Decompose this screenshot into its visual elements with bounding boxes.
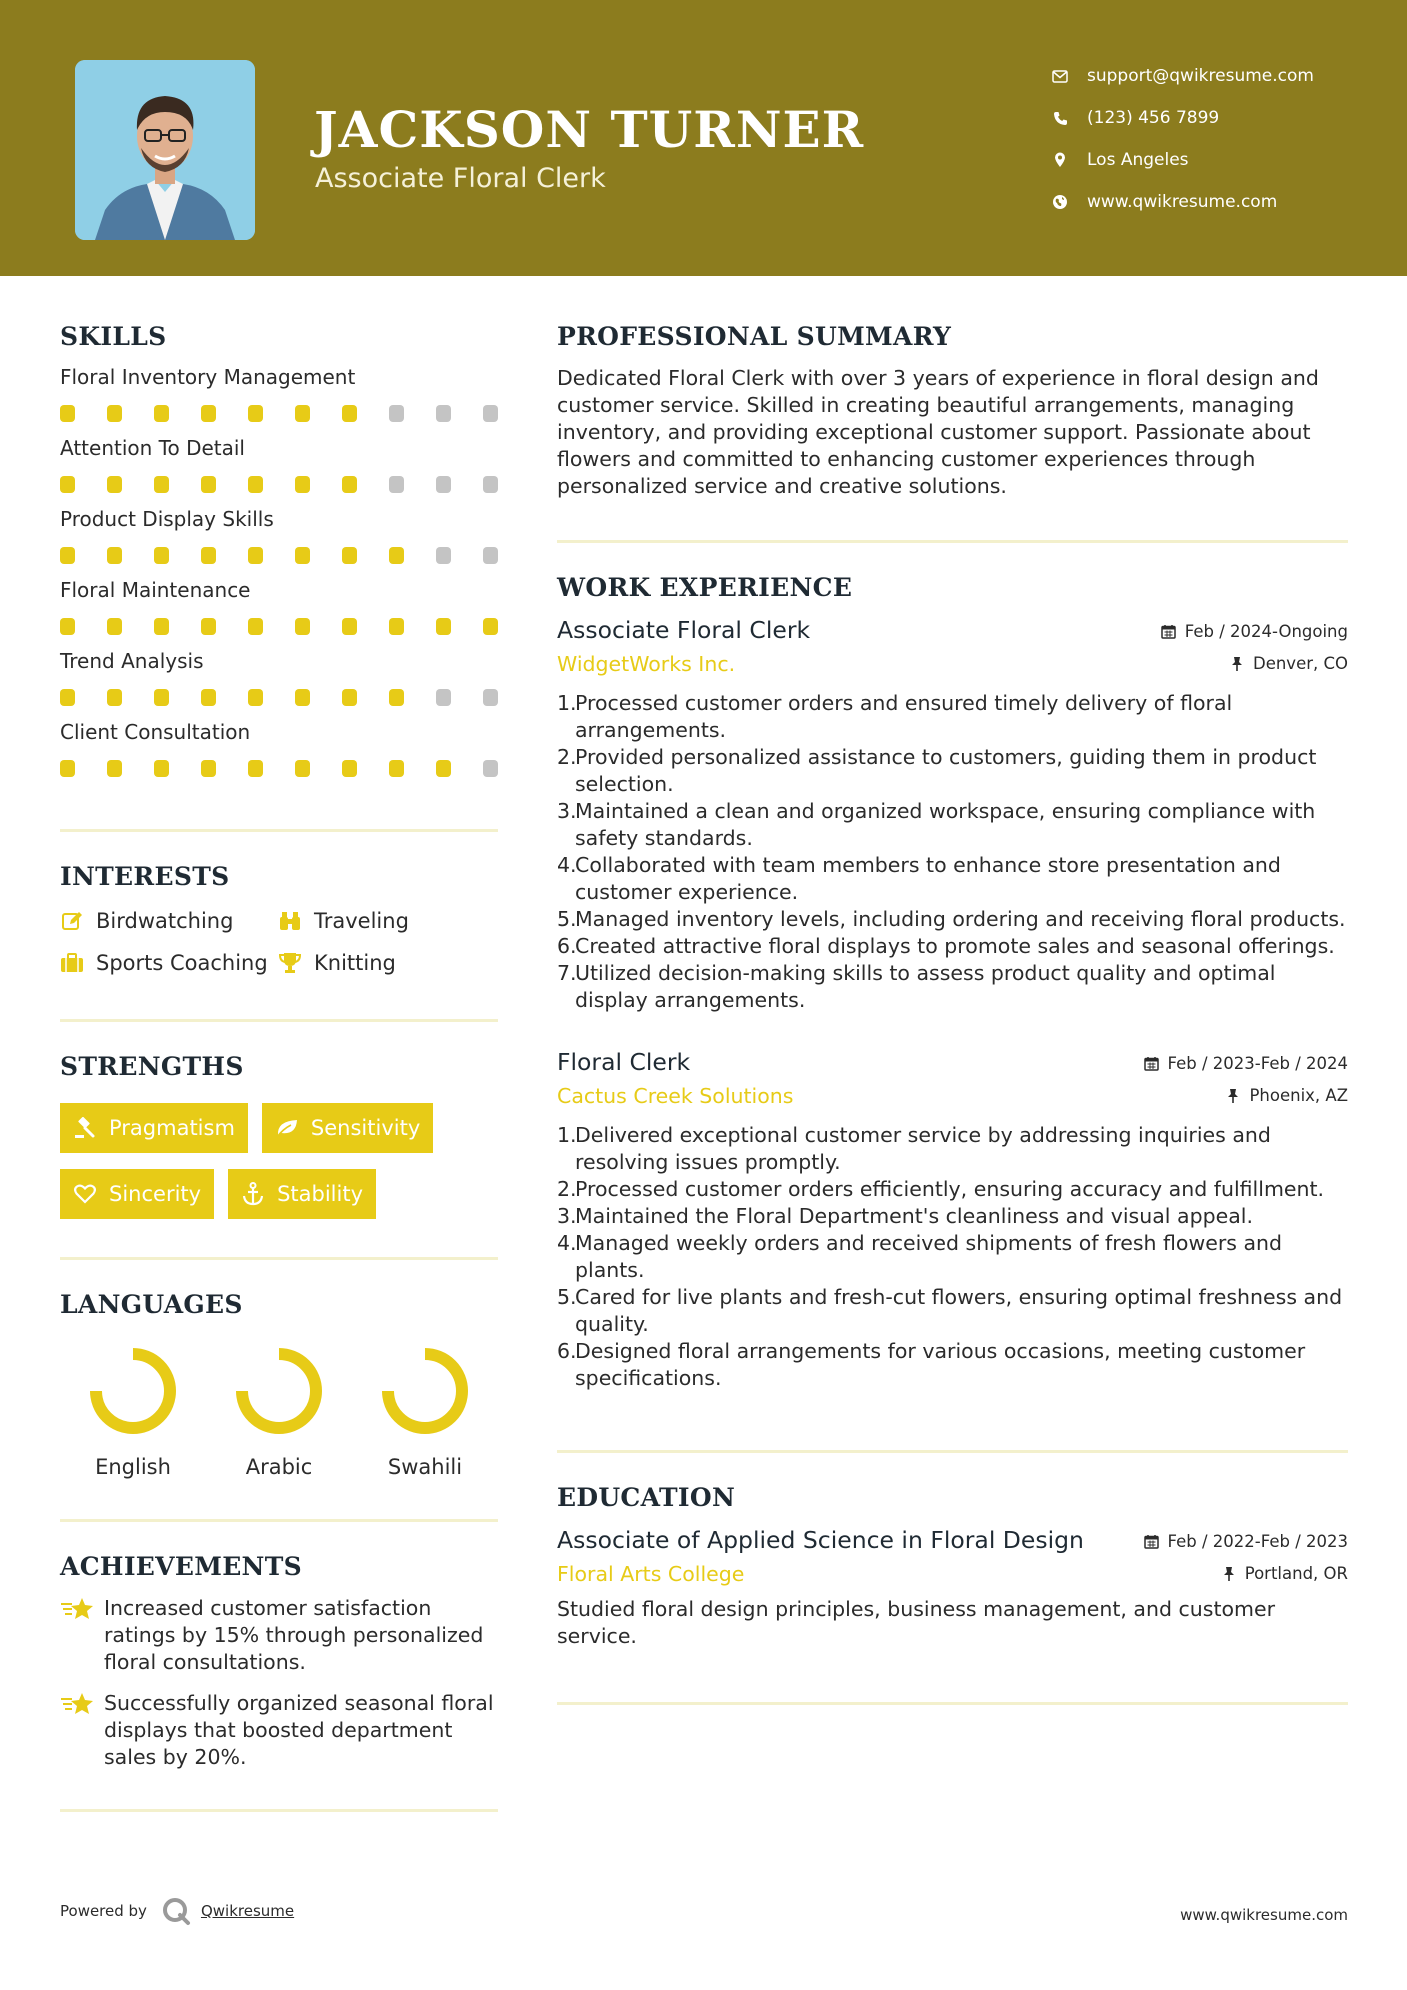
job-entry <box>557 1048 1348 1392</box>
interest-label: Knitting <box>314 951 396 975</box>
education-section <box>557 1483 1348 1650</box>
achievements-section <box>60 1552 498 1771</box>
skill-dot-filled <box>201 689 216 706</box>
education-heading: EDUCATION <box>557 1483 736 1512</box>
job-duties <box>557 690 1348 1014</box>
skill-dot-filled <box>154 476 169 493</box>
language-name: Arabic <box>245 1455 313 1479</box>
achievement-item <box>60 1595 498 1676</box>
skill-dot-filled <box>295 618 310 635</box>
skills-section <box>60 322 498 777</box>
divider <box>60 1519 498 1522</box>
interest-label: Birdwatching <box>96 909 234 933</box>
skill-dot-filled <box>295 405 310 422</box>
education-header <box>557 1526 1348 1554</box>
skill-name: Client Consultation <box>60 720 251 744</box>
skill-dot-filled <box>342 476 357 493</box>
job-dates <box>1161 622 1348 641</box>
profile-photo <box>75 60 255 240</box>
job-dates-text: Feb / 2024-Ongoing <box>1184 622 1348 641</box>
skill-name: Attention To Detail <box>60 436 245 460</box>
skill-dot-empty <box>483 547 498 564</box>
language-name: English <box>95 1455 171 1479</box>
skill-dot-empty <box>483 405 498 422</box>
skill-level-dots <box>60 405 498 422</box>
degree-title: Associate of Applied Science in Floral Design <box>557 1526 1084 1554</box>
skill-dot-empty <box>483 760 498 777</box>
shooting-star-icon <box>60 1595 96 1625</box>
pencil-icon <box>60 909 84 933</box>
skill-dot-filled <box>436 618 451 635</box>
job-location <box>1225 1086 1348 1105</box>
contact-list <box>1050 55 1380 223</box>
skill-dot-filled <box>248 760 263 777</box>
strength-chip <box>262 1103 433 1153</box>
summary-section <box>557 322 1348 500</box>
skill-dot-filled <box>60 689 75 706</box>
interest-item <box>278 951 498 975</box>
location-pin-icon <box>1050 150 1070 170</box>
skill-item <box>60 720 498 777</box>
pushpin-icon <box>1229 656 1245 672</box>
education-location-text: Portland, OR <box>1244 1564 1348 1583</box>
skill-dot-filled <box>248 618 263 635</box>
skill-dot-filled <box>154 547 169 564</box>
skill-dot-filled <box>60 476 75 493</box>
job-dates <box>1144 1054 1348 1073</box>
globe-icon <box>1050 192 1070 212</box>
skills-list <box>60 365 498 777</box>
calendar-icon <box>1144 1534 1160 1550</box>
experience-heading: WORK EXPERIENCE <box>557 573 853 602</box>
interest-item <box>278 909 498 933</box>
interest-label: Traveling <box>314 909 409 933</box>
skill-level-dots <box>60 689 498 706</box>
skill-dot-filled <box>107 405 122 422</box>
heart-icon <box>73 1182 97 1206</box>
language-level-ring <box>233 1345 325 1437</box>
contact-location <box>1050 139 1380 181</box>
calendar-icon <box>1161 624 1177 640</box>
gavel-icon <box>73 1116 97 1140</box>
skill-dot-empty <box>483 689 498 706</box>
skill-dot-empty <box>436 405 451 422</box>
skill-dot-filled <box>295 689 310 706</box>
job-location-text: Denver, CO <box>1252 654 1348 673</box>
language-level-arc <box>96 1354 170 1428</box>
skill-name: Floral Inventory Management <box>60 365 356 389</box>
skill-item <box>60 578 498 635</box>
shooting-star-icon <box>60 1690 96 1720</box>
skill-dot-filled <box>342 618 357 635</box>
interests-section <box>60 862 498 975</box>
job-title: Floral Clerk <box>557 1048 691 1076</box>
skill-dot-filled <box>201 405 216 422</box>
interest-label: Sports Coaching <box>96 951 268 975</box>
job-subheader <box>557 1084 1348 1108</box>
skill-dot-filled <box>389 760 404 777</box>
skill-dot-filled <box>107 760 122 777</box>
education-dates-text: Feb / 2022-Feb / 2023 <box>1167 1532 1348 1551</box>
strength-label: Sensitivity <box>310 1116 421 1140</box>
divider <box>557 1702 1348 1705</box>
company-name: WidgetWorks Inc. <box>557 652 736 676</box>
divider <box>557 540 1348 543</box>
skill-dot-filled <box>436 760 451 777</box>
divider <box>60 1019 498 1022</box>
divider <box>60 829 498 832</box>
interest-item <box>60 909 278 933</box>
duty-item: Maintained the Floral Department's cleanliness and visual appeal. <box>575 1204 1253 1228</box>
skill-level-dots <box>60 760 498 777</box>
languages-heading: LANGUAGES <box>60 1290 243 1319</box>
company-name: Cactus Creek Solutions <box>557 1084 794 1108</box>
contact-email[interactable] <box>1050 55 1380 97</box>
job-duties <box>557 1122 1348 1392</box>
education-dates <box>1144 1532 1348 1551</box>
job-entry <box>557 616 1348 1014</box>
qwikresume-logo-icon <box>161 1896 191 1926</box>
skill-level-dots <box>60 618 498 635</box>
divider <box>557 1450 1348 1453</box>
strengths-heading: STRENGTHS <box>60 1052 244 1081</box>
skill-dot-filled <box>60 547 75 564</box>
job-dates-text: Feb / 2023-Feb / 2024 <box>1167 1054 1348 1073</box>
achievement-text: Successfully organized seasonal floral displays that boosted department sales by 20%. <box>104 1691 494 1769</box>
pushpin-icon <box>1225 1088 1241 1104</box>
skill-dot-filled <box>248 476 263 493</box>
duty-item: Cared for live plants and fresh-cut flowers, ensuring optimal freshness and quality. <box>575 1285 1343 1336</box>
footer-website[interactable]: www.qwikresume.com <box>1180 1906 1348 1924</box>
skill-dot-filled <box>107 618 122 635</box>
skill-dot-filled <box>248 547 263 564</box>
strength-chip <box>60 1103 248 1153</box>
pushpin-icon <box>1221 1566 1237 1582</box>
duty-item: Managed weekly orders and received shipments of fresh flowers and plants. <box>575 1231 1283 1282</box>
leaf-icon <box>275 1116 299 1140</box>
summary-heading: PROFESSIONAL SUMMARY <box>557 322 952 351</box>
powered-by-label: Powered by <box>60 1902 147 1920</box>
footer-powered-by <box>60 1896 294 1926</box>
contact-phone[interactable] <box>1050 97 1380 139</box>
skills-heading: SKILLS <box>60 322 167 351</box>
skill-dot-filled <box>389 547 404 564</box>
candidate-name: JACKSON TURNER <box>314 100 865 159</box>
qwikresume-link[interactable]: Qwikresume <box>200 1902 295 1920</box>
skill-level-dots <box>60 547 498 564</box>
skill-dot-filled <box>107 547 122 564</box>
skill-dot-filled <box>154 405 169 422</box>
skill-dot-empty <box>436 689 451 706</box>
language-level-arc <box>388 1354 462 1428</box>
duty-item: Maintained a clean and organized workspace, ensuring compliance with safety standards. <box>575 799 1316 850</box>
duty-item: Processed customer orders and ensured timely delivery of floral arrangements. <box>575 691 1233 742</box>
skill-dot-empty <box>389 405 404 422</box>
strength-label: Stability <box>277 1182 364 1206</box>
contact-email-text: support@qwikresume.com <box>1087 66 1314 86</box>
experience-section <box>557 573 1348 1392</box>
interests-list <box>60 909 498 975</box>
duty-item: Created attractive floral displays to promote sales and seasonal offerings. <box>575 934 1335 958</box>
interests-heading: INTERESTS <box>60 862 230 891</box>
skill-dot-filled <box>342 547 357 564</box>
contact-website-text: www.qwikresume.com <box>1087 192 1278 212</box>
trophy-icon <box>278 951 302 975</box>
binoculars-icon <box>278 909 302 933</box>
skill-dot-filled <box>60 405 75 422</box>
strengths-list <box>60 1103 500 1219</box>
skill-dot-filled <box>201 547 216 564</box>
phone-icon <box>1050 108 1070 128</box>
skill-dot-empty <box>436 476 451 493</box>
skill-dot-filled <box>248 689 263 706</box>
duty-item: Delivered exceptional customer service by addressing inquiries and resolving issues promptly. <box>575 1123 1271 1174</box>
envelope-icon <box>1050 66 1070 86</box>
skill-dot-filled <box>107 689 122 706</box>
language-level-ring <box>87 1345 179 1437</box>
education-description: Studied floral design principles, business management, and customer service. <box>557 1597 1276 1648</box>
language-level-ring <box>379 1345 471 1437</box>
skill-item <box>60 436 498 493</box>
education-subheader <box>557 1562 1348 1586</box>
right-column <box>557 322 1348 1705</box>
duty-item: Provided personalized assistance to customers, guiding them in product selection. <box>575 745 1317 796</box>
duty-item: Collaborated with team members to enhance store presentation and customer experience. <box>575 853 1281 904</box>
skill-dot-empty <box>436 547 451 564</box>
interest-item <box>60 951 278 975</box>
job-subheader <box>557 652 1348 676</box>
skill-dot-empty <box>483 476 498 493</box>
skill-name: Trend Analysis <box>60 649 204 673</box>
languages-list <box>60 1345 498 1479</box>
duty-item: Managed inventory levels, including ordering and receiving floral products. <box>575 907 1346 931</box>
language-name: Swahili <box>387 1455 463 1479</box>
language-level-arc <box>242 1354 316 1428</box>
strength-chip <box>60 1169 214 1219</box>
school-name: Floral Arts College <box>557 1562 745 1586</box>
summary-text: Dedicated Floral Clerk with over 3 years of experience in floral design and customer service. Skilled in creating beautiful arrangements, managing inventory, and providing exceptional customer support. Passionate about flowers and committed to enhancing customer experiences through personalized service and creative solutions. <box>557 366 1319 498</box>
calendar-icon <box>1144 1056 1160 1072</box>
duty-item: Processed customer orders efficiently, ensuring accuracy and fulfillment. <box>575 1177 1325 1201</box>
skill-name: Floral Maintenance <box>60 578 251 602</box>
skill-dot-filled <box>154 618 169 635</box>
skill-dot-filled <box>107 476 122 493</box>
resume-header <box>0 0 1407 276</box>
languages-section <box>60 1290 498 1479</box>
contact-website[interactable] <box>1050 181 1380 223</box>
skill-level-dots <box>60 476 498 493</box>
job-location <box>1229 654 1348 673</box>
contact-phone-text: (123) 456 7899 <box>1087 108 1220 128</box>
skill-dot-filled <box>154 689 169 706</box>
skill-dot-filled <box>342 760 357 777</box>
skill-dot-filled <box>483 618 498 635</box>
skill-dot-filled <box>201 760 216 777</box>
contact-location-text: Los Angeles <box>1087 150 1189 170</box>
duty-item: Utilized decision-making skills to assess product quality and optimal display arrangements. <box>575 961 1276 1012</box>
strengths-section <box>60 1052 498 1219</box>
skill-item <box>60 507 498 564</box>
skill-dot-filled <box>201 476 216 493</box>
skill-dot-filled <box>295 760 310 777</box>
candidate-title: Associate Floral Clerk <box>315 163 606 194</box>
skill-dot-filled <box>60 760 75 777</box>
achievement-item <box>60 1690 498 1771</box>
strength-label: Pragmatism <box>109 1116 235 1140</box>
divider <box>60 1809 498 1812</box>
job-header <box>557 1048 1348 1076</box>
job-header <box>557 616 1348 644</box>
language-item <box>352 1345 498 1479</box>
job-title: Associate Floral Clerk <box>557 616 811 644</box>
skill-name: Product Display Skills <box>60 507 274 531</box>
left-column <box>60 322 498 1812</box>
skill-dot-filled <box>342 689 357 706</box>
briefcase-icon <box>60 951 84 975</box>
skill-dot-filled <box>201 618 216 635</box>
skill-dot-filled <box>248 405 263 422</box>
skill-item <box>60 365 498 422</box>
skill-dot-filled <box>295 547 310 564</box>
job-location-text: Phoenix, AZ <box>1249 1086 1348 1105</box>
strength-label: Sincerity <box>109 1182 202 1206</box>
achievements-heading: ACHIEVEMENTS <box>60 1552 302 1581</box>
strength-chip <box>228 1169 376 1219</box>
skill-dot-filled <box>342 405 357 422</box>
anchor-icon <box>241 1182 265 1206</box>
skill-dot-filled <box>389 689 404 706</box>
language-item <box>206 1345 352 1479</box>
duty-item: Designed floral arrangements for various occasions, meeting customer specifications. <box>575 1339 1306 1390</box>
achievement-text: Increased customer satisfaction ratings by 15% through personalized floral consultations. <box>104 1596 484 1674</box>
education-location <box>1221 1564 1348 1583</box>
skill-dot-empty <box>389 476 404 493</box>
skill-dot-filled <box>60 618 75 635</box>
skill-dot-filled <box>389 618 404 635</box>
skill-dot-filled <box>154 760 169 777</box>
skill-item <box>60 649 498 706</box>
divider <box>60 1257 498 1260</box>
skill-dot-filled <box>295 476 310 493</box>
language-item <box>60 1345 206 1479</box>
